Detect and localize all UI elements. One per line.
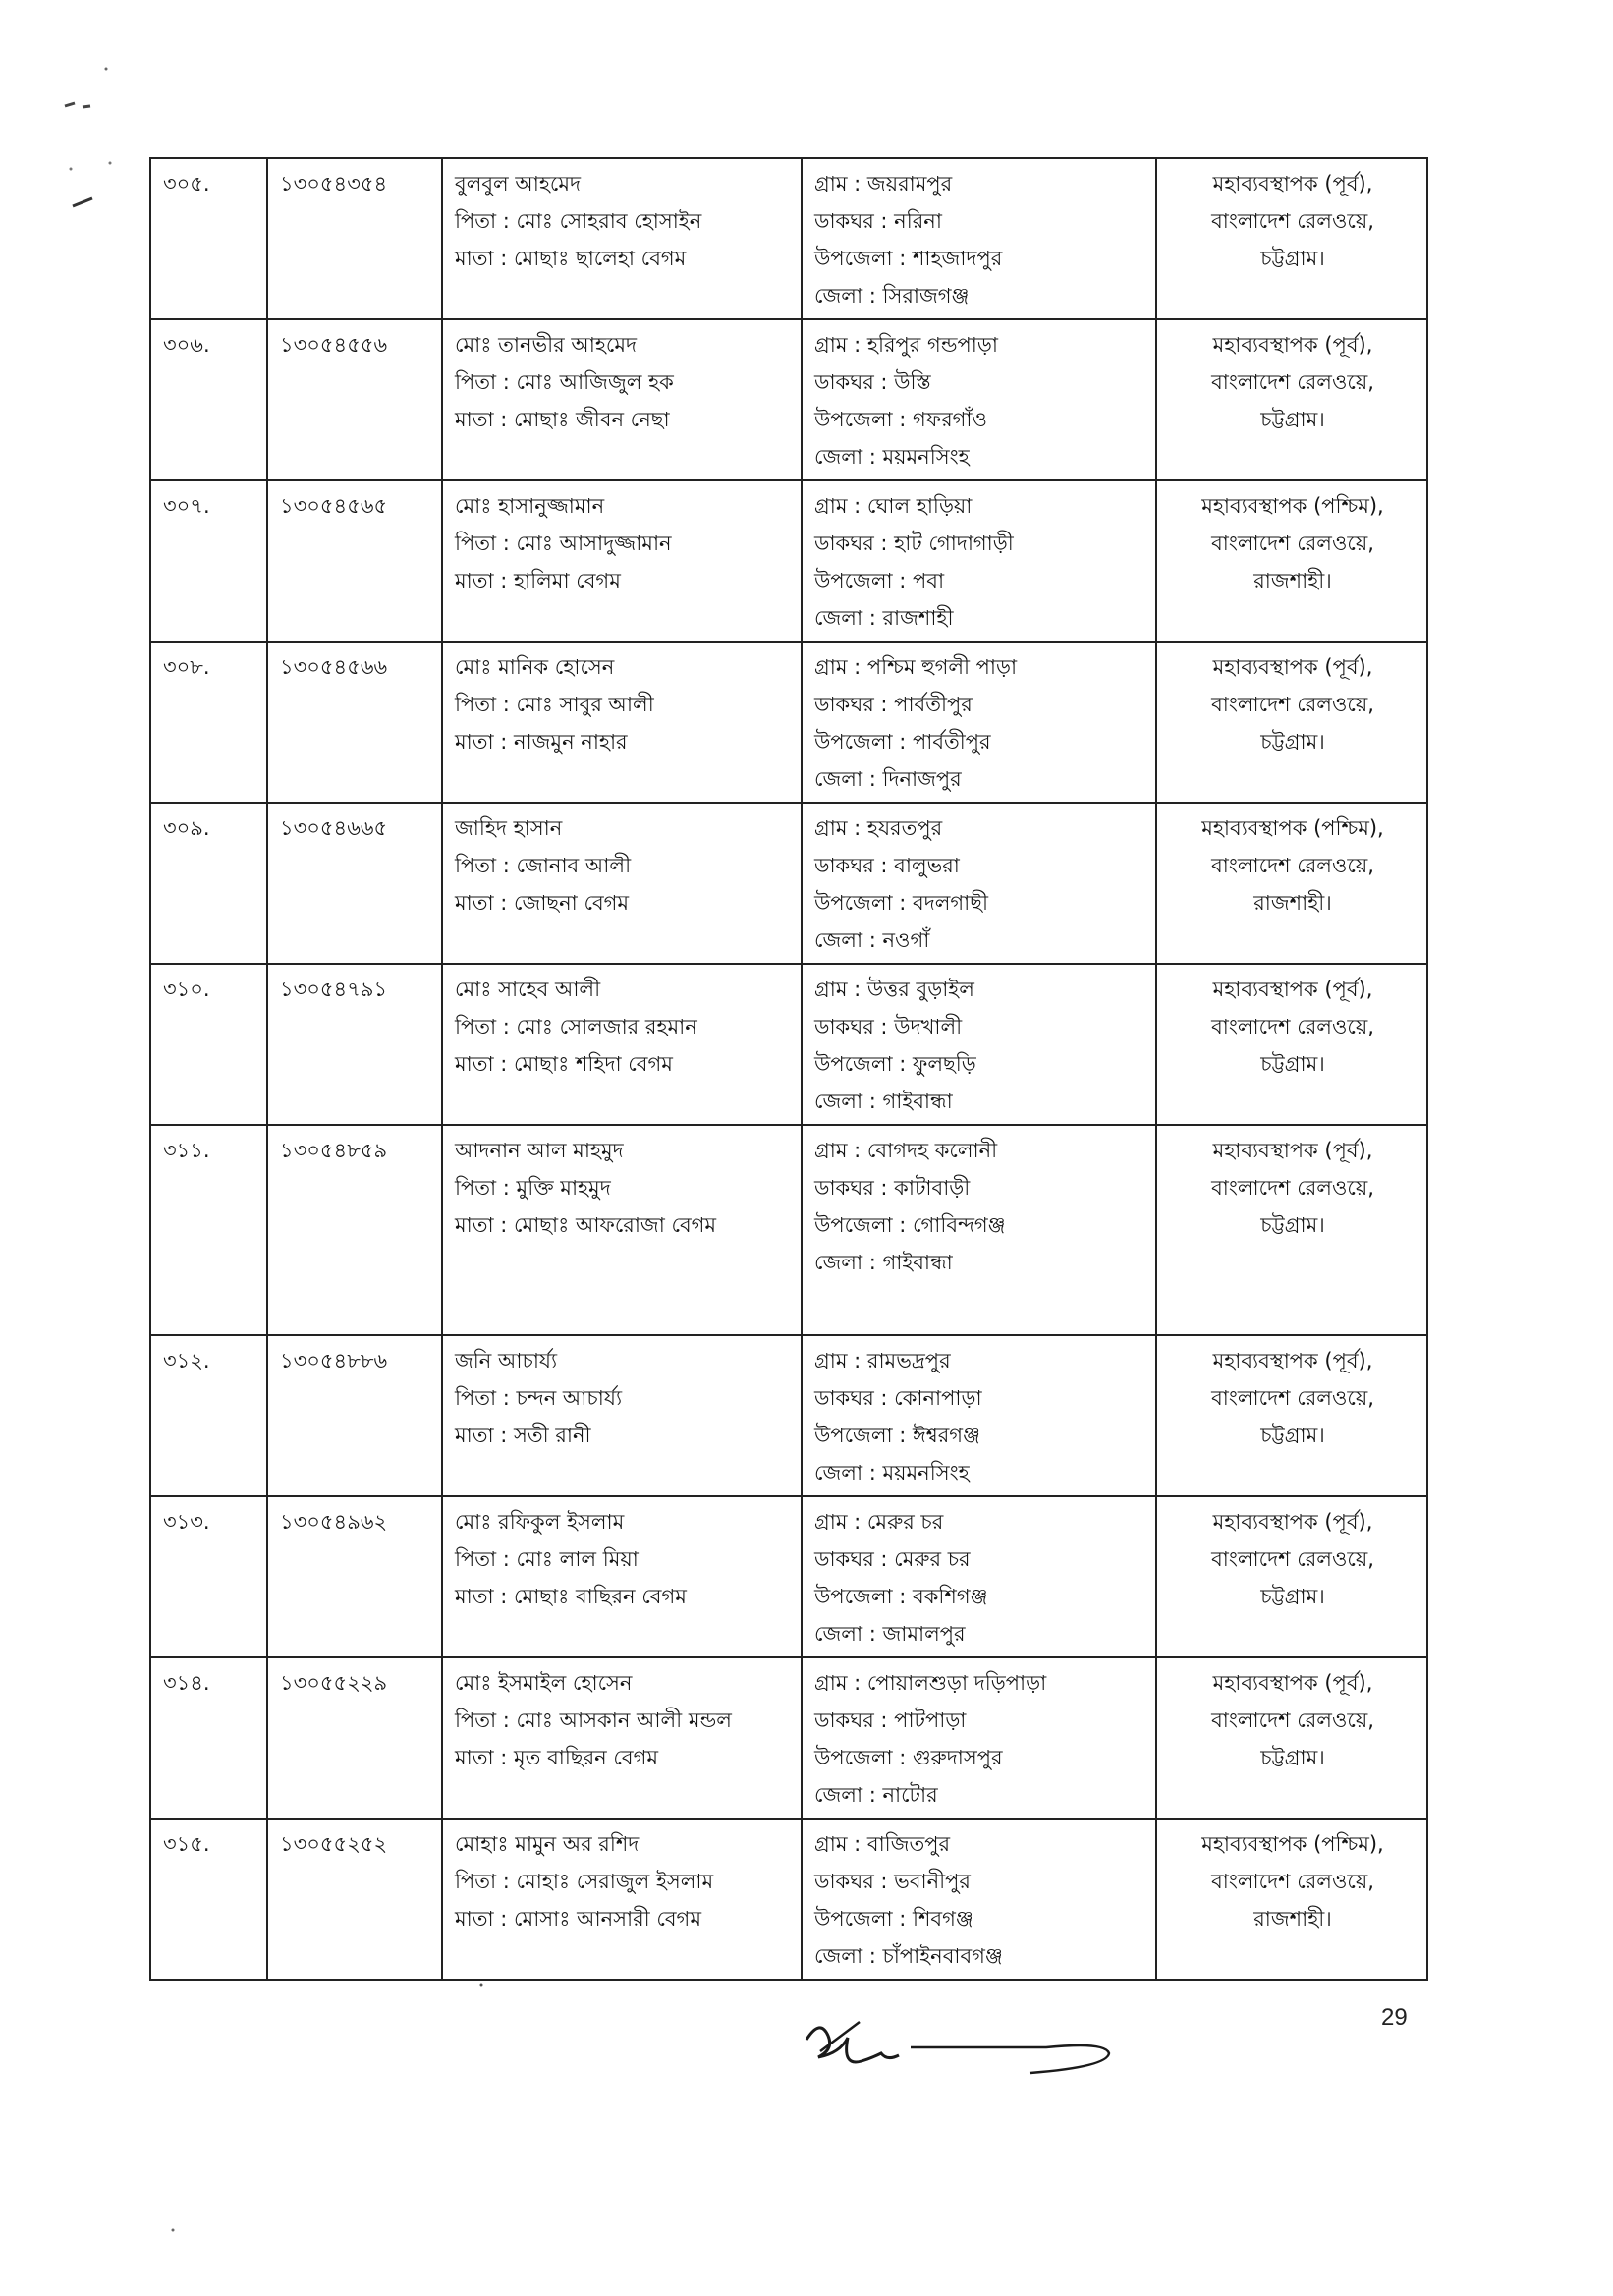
roll-number-cell: ১৩০৫৪৬৬৫	[267, 803, 442, 964]
posting-office-cell-line: মহাব্যবস্থাপক (পশ্চিম),	[1201, 816, 1384, 840]
serial-number-cell: ৩০৭.	[150, 480, 267, 642]
roll-number-cell: ১৩০৫৫২৫২	[267, 1819, 442, 1980]
serial-number-cell: ৩১৪.	[150, 1657, 267, 1819]
address-cell-line: গ্রাম : হরিপুর গন্ডপাড়া	[814, 333, 998, 357]
posting-office-cell-line: রাজশাহী।	[1253, 1907, 1332, 1931]
posting-office-cell-line: চট্টগ্রাম।	[1260, 1052, 1325, 1076]
address-cell-line: জেলা : গাইবান্ধা	[814, 1090, 953, 1113]
posting-office-cell	[1156, 319, 1427, 480]
address-cell-line: গ্রাম : মেরুর চর	[814, 1510, 944, 1534]
candidate-name-cell-line: মাতা : সতী রানী	[455, 1424, 591, 1447]
serial-number-cell: ৩১২.	[150, 1335, 267, 1496]
address-cell-line: গ্রাম : উত্তর বুড়াইল	[814, 978, 974, 1001]
serial-number-cell: ৩০৫.	[150, 158, 267, 319]
posting-office-cell-line: বাংলাদেশ রেলওয়ে,	[1211, 693, 1374, 716]
address-cell-line: জেলা : ময়মনসিংহ	[814, 1461, 970, 1484]
candidate-name-cell-line: পিতা : মোহাঃ সেরাজুল ইসলাম	[455, 1870, 714, 1893]
candidate-name-cell-line: মোঃ ইসমাইল হোসেন	[455, 1671, 633, 1695]
posting-office-cell-line: রাজশাহী।	[1253, 891, 1332, 915]
posting-office-cell-line: মহাব্যবস্থাপক (পূর্ব),	[1212, 333, 1373, 357]
posting-office-cell-line: বাংলাদেশ রেলওয়ে,	[1211, 1386, 1374, 1410]
candidate-name-cell	[442, 642, 802, 803]
address-cell	[802, 1657, 1156, 1819]
posting-office-cell	[1156, 1125, 1427, 1335]
candidate-name-cell-line: পিতা : মোঃ সোহরাব হোসাইন	[455, 209, 702, 233]
address-cell-line: ডাকঘর : ভবানীপুর	[814, 1870, 971, 1893]
selection-table-body	[150, 158, 1427, 1980]
roll-number-cell: ১৩০৫৪৮৫৯	[267, 1125, 442, 1335]
address-cell-line: উপজেলা : পবা	[814, 569, 945, 592]
address-cell-line: গ্রাম : বাজিতপুর	[814, 1832, 951, 1856]
address-cell-line: ডাকঘর : হাট গোদাগাড়ী	[814, 532, 1014, 555]
posting-office-cell	[1156, 480, 1427, 642]
address-cell	[802, 1819, 1156, 1980]
posting-office-cell-line: বাংলাদেশ রেলওয়ে,	[1211, 1708, 1374, 1732]
candidate-name-cell-line: মাতা : মৃত বাছিরন বেগম	[455, 1746, 659, 1769]
signature	[801, 2012, 1115, 2081]
address-cell	[802, 480, 1156, 642]
candidate-name-cell-line: পিতা : মোঃ আসাদুজ্জামান	[455, 532, 672, 555]
table-row	[150, 158, 1427, 319]
candidate-name-cell	[442, 1125, 802, 1335]
candidate-name-cell	[442, 319, 802, 480]
table-row	[150, 803, 1427, 964]
address-cell-line: গ্রাম : বোগদহ কলোনী	[814, 1139, 998, 1162]
candidate-name-cell-line: মাতা : মোছাঃ আফরোজা বেগম	[455, 1213, 717, 1237]
roll-number-cell: ১৩০৫৪৮৮৬	[267, 1335, 442, 1496]
posting-office-cell-line: চট্টগ্রাম।	[1260, 408, 1325, 431]
table-row	[150, 1819, 1427, 1980]
address-cell-line: জেলা : জামালপুর	[814, 1622, 966, 1646]
address-cell-line: গ্রাম : পোয়ালশুড়া দড়িপাড়া	[814, 1671, 1047, 1695]
posting-office-cell-line: মহাব্যবস্থাপক (পূর্ব),	[1212, 1349, 1373, 1372]
selection-table	[149, 157, 1428, 1981]
posting-office-cell-line: রাজশাহী।	[1253, 569, 1332, 592]
address-cell-line: উপজেলা : পার্বতীপুর	[814, 730, 991, 754]
serial-number-cell: ৩১০.	[150, 964, 267, 1125]
address-cell-line: উপজেলা : গুরুদাসপুর	[814, 1746, 1003, 1769]
candidate-name-cell-line: পিতা : চন্দন আচার্য্য	[455, 1386, 623, 1410]
candidate-name-cell-line: পিতা : মুক্তি মাহমুদ	[455, 1176, 611, 1200]
posting-office-cell-line: মহাব্যবস্থাপক (পূর্ব),	[1212, 1510, 1373, 1534]
address-cell	[802, 319, 1156, 480]
candidate-name-cell-line: মাতা : নাজমুন নাহার	[455, 730, 628, 754]
address-cell-line: গ্রাম : রামভদ্রপুর	[814, 1349, 951, 1372]
table-row	[150, 1125, 1427, 1335]
address-cell-line: উপজেলা : বদলগাছী	[814, 891, 988, 915]
table-row	[150, 480, 1427, 642]
address-cell	[802, 964, 1156, 1125]
table-row	[150, 1335, 1427, 1496]
serial-number-cell: ৩০৮.	[150, 642, 267, 803]
posting-office-cell-line: বাংলাদেশ রেলওয়ে,	[1211, 370, 1374, 394]
address-cell-line: জেলা : গাইবান্ধা	[814, 1251, 953, 1274]
posting-office-cell	[1156, 1819, 1427, 1980]
candidate-name-cell-line: মাতা : মোসাঃ আনসারী বেগম	[455, 1907, 701, 1931]
posting-office-cell-line: চট্টগ্রাম।	[1260, 247, 1325, 270]
roll-number-cell: ১৩০৫৪৫৬৫	[267, 480, 442, 642]
roll-number-cell: ১৩০৫৪৩৫৪	[267, 158, 442, 319]
address-cell-line: উপজেলা : ফুলছড়ি	[814, 1052, 976, 1076]
candidate-name-cell-line: মোঃ তানভীর আহমেদ	[455, 333, 638, 357]
address-cell	[802, 1335, 1156, 1496]
roll-number-cell: ১৩০৫৪৯৬২	[267, 1496, 442, 1657]
address-cell-line: ডাকঘর : পাটপাড়া	[814, 1708, 967, 1732]
candidate-name-cell	[442, 803, 802, 964]
posting-office-cell-line: বাংলাদেশ রেলওয়ে,	[1211, 1870, 1374, 1893]
table-row	[150, 1657, 1427, 1819]
posting-office-cell-line: বাংলাদেশ রেলওয়ে,	[1211, 1176, 1374, 1200]
address-cell-line: ডাকঘর : কোনাপাড়া	[814, 1386, 982, 1410]
posting-office-cell	[1156, 158, 1427, 319]
address-cell	[802, 803, 1156, 964]
candidate-name-cell	[442, 1657, 802, 1819]
candidate-name-cell-line: পিতা : মোঃ সোলজার রহমান	[455, 1015, 697, 1038]
table-row	[150, 1496, 1427, 1657]
candidate-name-cell-line: মোঃ সাহেব আলী	[455, 978, 601, 1001]
posting-office-cell	[1156, 1496, 1427, 1657]
address-cell-line: গ্রাম : পশ্চিম হুগলী পাড়া	[814, 655, 1018, 679]
candidate-name-cell-line: মাতা : মোছাঃ ছালেহা বেগম	[455, 247, 687, 270]
address-cell-line: জেলা : নওগাঁ	[814, 928, 930, 952]
candidate-name-cell-line: মোঃ হাসানুজ্জামান	[455, 494, 605, 518]
posting-office-cell-line: বাংলাদেশ রেলওয়ে,	[1211, 209, 1374, 233]
posting-office-cell-line: বাংলাদেশ রেলওয়ে,	[1211, 1547, 1374, 1571]
candidate-name-cell-line: মোঃ রফিকুল ইসলাম	[455, 1510, 625, 1534]
address-cell-line: ডাকঘর : কাটাবাড়ী	[814, 1176, 971, 1200]
address-cell-line: উপজেলা : শাহজাদপুর	[814, 247, 1003, 270]
address-cell-line: ডাকঘর : মেরুর চর	[814, 1547, 971, 1571]
candidate-name-cell	[442, 1496, 802, 1657]
posting-office-cell-line: মহাব্যবস্থাপক (পূর্ব),	[1212, 978, 1373, 1001]
address-cell-line: গ্রাম : ঘোল হাড়িয়া	[814, 494, 973, 518]
posting-office-cell-line: মহাব্যবস্থাপক (পূর্ব),	[1212, 172, 1373, 196]
address-cell-line: জেলা : দিনাজপুর	[814, 767, 962, 791]
posting-office-cell	[1156, 964, 1427, 1125]
serial-number-cell: ৩০৬.	[150, 319, 267, 480]
serial-number-cell: ৩১১.	[150, 1125, 267, 1335]
address-cell	[802, 1125, 1156, 1335]
posting-office-cell-line: মহাব্যবস্থাপক (পশ্চিম),	[1201, 1832, 1384, 1856]
address-cell-line: জেলা : নাটোর	[814, 1783, 938, 1807]
address-cell	[802, 1496, 1156, 1657]
candidate-name-cell-line: জাহিদ হাসান	[455, 816, 563, 840]
posting-office-cell-line: বাংলাদেশ রেলওয়ে,	[1211, 532, 1374, 555]
candidate-name-cell-line: জনি আচার্য্য	[455, 1349, 558, 1372]
candidate-name-cell-line: পিতা : মোঃ আজিজুল হক	[455, 370, 674, 394]
candidate-name-cell-line: পিতা : জোনাব আলী	[455, 854, 632, 877]
address-cell	[802, 158, 1156, 319]
candidate-name-cell-line: বুলবুল আহমেদ	[455, 172, 582, 196]
table-row	[150, 642, 1427, 803]
posting-office-cell-line: মহাব্যবস্থাপক (পূর্ব),	[1212, 1139, 1373, 1162]
posting-office-cell	[1156, 803, 1427, 964]
roll-number-cell: ১৩০৫৪৫৫৬	[267, 319, 442, 480]
address-cell-line: উপজেলা : গোবিন্দগঞ্জ	[814, 1213, 1006, 1237]
serial-number-cell: ৩১৩.	[150, 1496, 267, 1657]
address-cell-line: ডাকঘর : পার্বতীপুর	[814, 693, 973, 716]
posting-office-cell-line: বাংলাদেশ রেলওয়ে,	[1211, 854, 1374, 877]
serial-number-cell: ৩০৯.	[150, 803, 267, 964]
candidate-name-cell-line: মাতা : মোছাঃ জীবন নেছা	[455, 408, 670, 431]
table-row	[150, 319, 1427, 480]
address-cell-line: ডাকঘর : উদখালী	[814, 1015, 963, 1038]
roll-number-cell: ১৩০৫৫২২৯	[267, 1657, 442, 1819]
posting-office-cell	[1156, 1657, 1427, 1819]
address-cell-line: ডাকঘর : উস্তি	[814, 370, 931, 394]
address-cell-line: জেলা : চাঁপাইনবাবগঞ্জ	[814, 1944, 1003, 1968]
posting-office-cell-line: চট্টগ্রাম।	[1260, 1585, 1325, 1608]
address-cell-line: গ্রাম : জয়রামপুর	[814, 172, 953, 196]
table-row	[150, 964, 1427, 1125]
candidate-name-cell-line: আদনান আল মাহমুদ	[455, 1139, 624, 1162]
roll-number-cell: ১৩০৫৪৭৯১	[267, 964, 442, 1125]
roll-number-cell: ১৩০৫৪৫৬৬	[267, 642, 442, 803]
address-cell-line: উপজেলা : বকশিগঞ্জ	[814, 1585, 988, 1608]
posting-office-cell-line: মহাব্যবস্থাপক (পশ্চিম),	[1201, 494, 1384, 518]
serial-number-cell: ৩১৫.	[150, 1819, 267, 1980]
address-cell-line: উপজেলা : শিবগঞ্জ	[814, 1907, 973, 1931]
candidate-name-cell	[442, 1335, 802, 1496]
candidate-name-cell-line: মাতা : হালিমা বেগম	[455, 569, 621, 592]
candidate-name-cell-line: পিতা : মোঃ লাল মিয়া	[455, 1547, 639, 1571]
posting-office-cell-line: বাংলাদেশ রেলওয়ে,	[1211, 1015, 1374, 1038]
address-cell-line: গ্রাম : হযরতপুর	[814, 816, 943, 840]
candidate-name-cell	[442, 480, 802, 642]
address-cell	[802, 642, 1156, 803]
candidate-name-cell-line: মাতা : মোছাঃ বাছিরন বেগম	[455, 1585, 687, 1608]
posting-office-cell-line: চট্টগ্রাম।	[1260, 1746, 1325, 1769]
address-cell-line: জেলা : সিরাজগঞ্জ	[814, 284, 970, 308]
posting-office-cell	[1156, 642, 1427, 803]
address-cell-line: জেলা : রাজশাহী	[814, 606, 954, 630]
posting-office-cell-line: চট্টগ্রাম।	[1260, 730, 1325, 754]
address-cell-line: উপজেলা : ঈশ্বরগঞ্জ	[814, 1424, 980, 1447]
posting-office-cell-line: মহাব্যবস্থাপক (পূর্ব),	[1212, 655, 1373, 679]
candidate-name-cell-line: পিতা : মোঃ সাবুর আলী	[455, 693, 654, 716]
address-cell-line: ডাকঘর : বালুভরা	[814, 854, 960, 877]
posting-office-cell	[1156, 1335, 1427, 1496]
address-cell-line: ডাকঘর : নরিনা	[814, 209, 942, 233]
candidate-name-cell-line: পিতা : মোঃ আসকান আলী মন্ডল	[455, 1708, 732, 1732]
posting-office-cell-line: চট্টগ্রাম।	[1260, 1424, 1325, 1447]
candidate-name-cell-line: মাতা : মোছাঃ শহিদা বেগম	[455, 1052, 673, 1076]
candidate-name-cell-line: মাতা : জোছনা বেগম	[455, 891, 630, 915]
candidate-name-cell-line: মোহাঃ মামুন অর রশিদ	[455, 1832, 640, 1856]
posting-office-cell-line: মহাব্যবস্থাপক (পূর্ব),	[1212, 1671, 1373, 1695]
candidate-name-cell	[442, 964, 802, 1125]
candidate-name-cell-line: মোঃ মানিক হোসেন	[455, 655, 615, 679]
candidate-name-cell	[442, 158, 802, 319]
posting-office-cell-line: চট্টগ্রাম।	[1260, 1213, 1325, 1237]
address-cell-line: উপজেলা : গফরগাঁও	[814, 408, 987, 431]
address-cell-line: জেলা : ময়মনসিংহ	[814, 445, 970, 469]
page-number: 29	[1381, 2004, 1408, 2031]
candidate-name-cell	[442, 1819, 802, 1980]
